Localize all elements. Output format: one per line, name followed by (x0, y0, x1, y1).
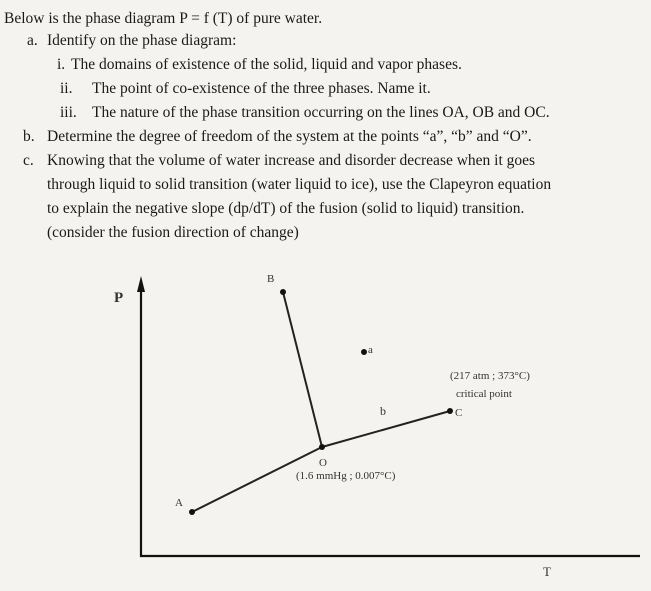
point-b-label: b (380, 404, 386, 418)
part-a-item-ii-text: The point of co-existence of the three phases. Name it. (92, 80, 431, 97)
part-c-line-3: to explain the negative slope (dp/dT) of the fusion (solid to liquid) transition. (47, 200, 525, 217)
point-A-label: A (175, 497, 183, 509)
part-c-line-4: (consider the fusion direction of change) (47, 224, 299, 241)
part-c-line-1: Knowing that the volume of water increase and disorder decrease when it goes (47, 152, 536, 169)
part-c-label: c. (23, 152, 34, 169)
part-a-text: Identify on the phase diagram: (47, 32, 237, 49)
point-B-label: B (267, 273, 275, 285)
point-A-dot (189, 509, 195, 515)
point-C-label: C (455, 407, 463, 419)
critical-point-value: (217 atm ; 373°C) (450, 370, 530, 382)
critical-point-label: critical point (456, 388, 512, 400)
point-O-dot (319, 444, 325, 450)
triple-point-value: (1.6 mmHg ; 0.007°C) (296, 470, 396, 482)
part-a-item-i-text: The domains of existence of the solid, liquid and vapor phases. (71, 56, 462, 73)
intro-text: Below is the phase diagram P = f (T) of pure water. (4, 10, 323, 27)
part-a-item-i-label: i. (57, 56, 66, 73)
part-a-label: a. (27, 32, 38, 49)
y-axis-arrow (137, 276, 145, 292)
point-a-dot (361, 349, 367, 355)
part-a-item-iii-label: iii. (60, 104, 77, 121)
line-OC (322, 411, 450, 447)
point-O-label: O (319, 457, 327, 469)
x-axis-label: T (543, 564, 551, 579)
point-a-label: a (368, 344, 373, 356)
point-B-dot (280, 289, 286, 295)
part-b-label: b. (23, 128, 35, 145)
part-a-item-ii-label: ii. (60, 80, 73, 97)
y-axis-label: P (114, 290, 124, 306)
part-c-line-2: through liquid to solid transition (water liquid to ice), use the Clapeyron equation (47, 176, 552, 193)
part-b-text: Determine the degree of freedom of the system at the points “a”, “b” and “O”. (47, 128, 532, 145)
line-OB (283, 292, 322, 447)
point-C-dot (447, 408, 453, 414)
part-a-item-iii-text: The nature of the phase transition occurring on the lines OA, OB and OC. (92, 104, 550, 121)
